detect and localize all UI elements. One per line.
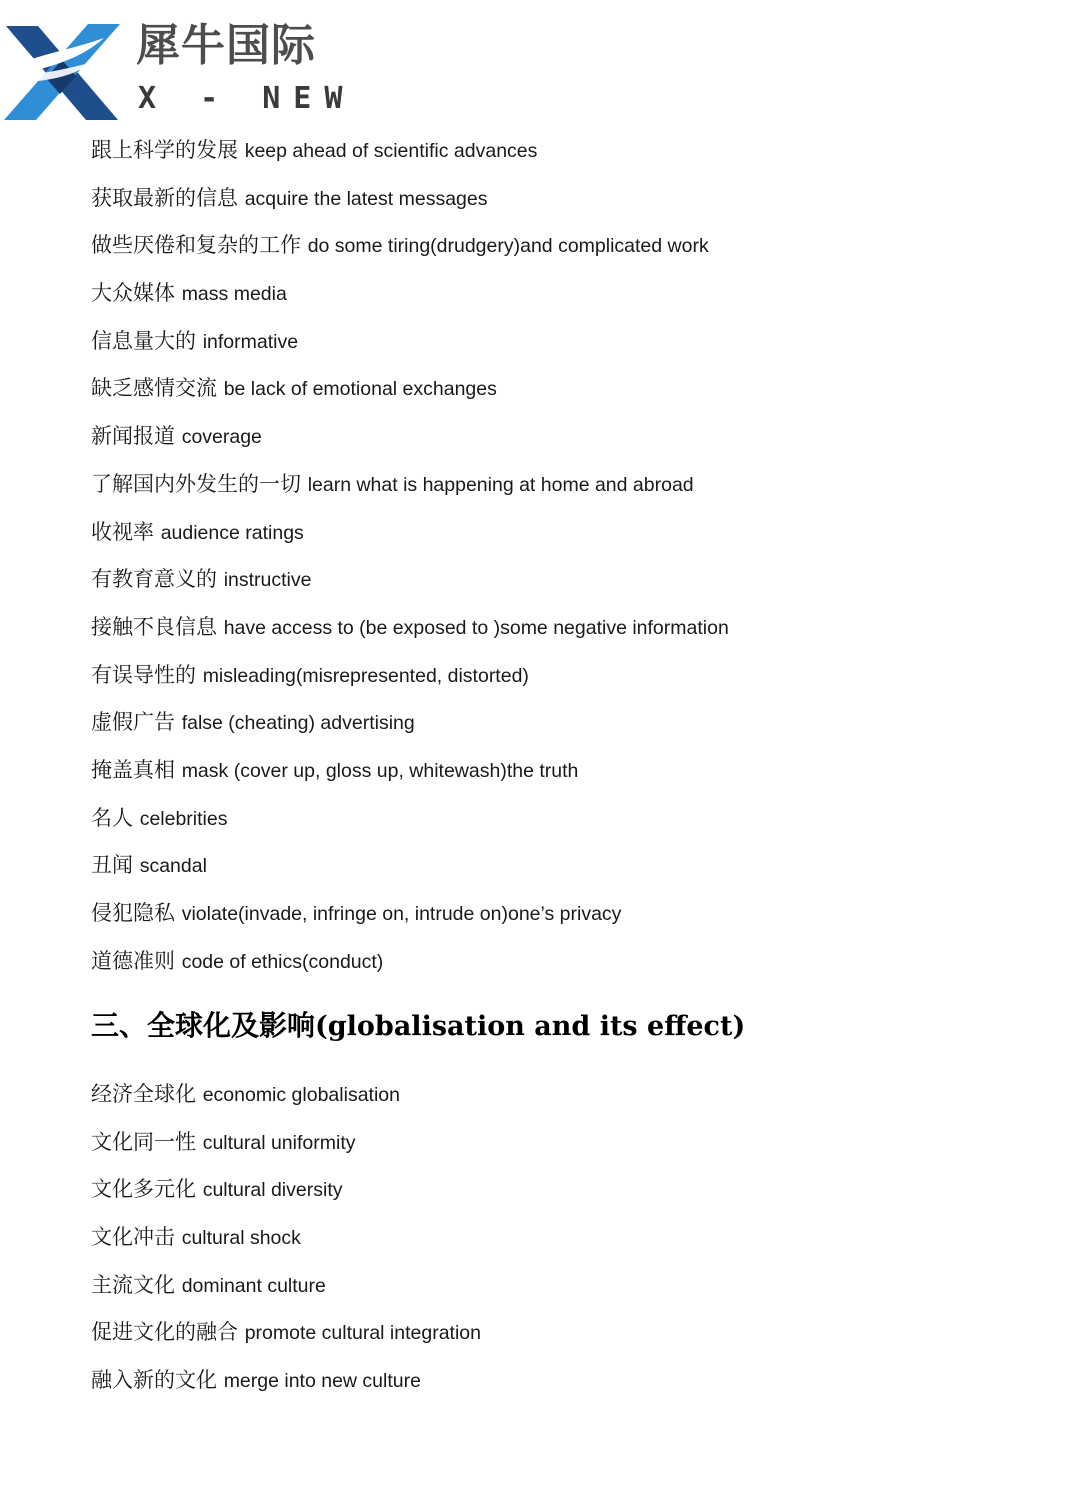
- vocab-cn: 有误导性的: [91, 662, 196, 687]
- vocab-item: [91, 1364, 481, 1412]
- vocab-item: [91, 802, 729, 850]
- vocab-cn: 新闻报道: [91, 424, 175, 449]
- vocab-cn: 信息量大的: [91, 328, 196, 353]
- vocab-cn: 缺乏感情交流: [91, 376, 217, 401]
- vocab-item: [91, 277, 729, 325]
- vocab-item: [91, 1078, 481, 1126]
- vocab-en: do some tiring(drudgery)and complicated work: [307, 235, 709, 258]
- vocab-cn: 文化冲击: [91, 1225, 175, 1250]
- vocab-item: [91, 420, 729, 468]
- vocab-cn: 虚假广告: [91, 710, 175, 735]
- vocab-en: acquire the latest messages: [244, 187, 488, 210]
- vocab-item: [91, 659, 729, 707]
- vocab-en: celebrities: [139, 807, 228, 830]
- vocab-en: keep ahead of scientific advances: [244, 140, 538, 162]
- vocab-item: [91, 897, 729, 945]
- vocab-item: [91, 1173, 481, 1221]
- vocab-en: cultural uniformity: [202, 1131, 356, 1154]
- vocab-en: coverage: [181, 426, 262, 449]
- vocab-en: audience ratings: [160, 521, 304, 544]
- vocab-cn: 有教育意义的: [91, 567, 217, 592]
- vocab-cn: 了解国内外发生的一切: [91, 471, 301, 496]
- section-heading-cn: 三、全球化及影响: [91, 1009, 316, 1042]
- vocab-en: dominant culture: [181, 1274, 326, 1297]
- vocab-en: instructive: [223, 569, 312, 592]
- vocab-item: [91, 1221, 481, 1269]
- vocab-cn: 跟上科学的发展: [91, 138, 238, 162]
- vocab-item: [91, 563, 729, 611]
- vocab-en: cultural diversity: [202, 1179, 343, 1202]
- vocab-en: cultural shock: [181, 1227, 301, 1250]
- vocab-item: [91, 706, 729, 754]
- vocab-en: misleading(misrepresented, distorted): [202, 664, 529, 687]
- vocab-item: [91, 611, 729, 659]
- vocab-item: [91, 849, 729, 897]
- vocab-en: mass media: [181, 283, 287, 306]
- vocab-list-globalisation: [91, 1078, 481, 1412]
- vocab-item: [91, 754, 729, 802]
- vocab-item: [91, 182, 729, 230]
- vocab-cn: 融入新的文化: [91, 1368, 217, 1393]
- vocab-cn: 收视率: [91, 519, 154, 544]
- section-heading-globalisation: [91, 1006, 745, 1047]
- section-heading-en: (globalisation and its effect): [315, 1011, 746, 1042]
- vocab-cn: 名人: [91, 805, 133, 830]
- vocab-en: merge into new culture: [223, 1370, 421, 1393]
- vocab-list-media: [91, 134, 729, 992]
- vocab-cn: 文化同一性: [91, 1129, 196, 1154]
- vocab-item: [91, 229, 729, 277]
- vocab-cn: 促进文化的融合: [91, 1320, 238, 1345]
- vocab-cn: 接触不良信息: [91, 614, 217, 639]
- vocab-en: learn what is happening at home and abroad: [307, 473, 694, 496]
- vocab-cn: 丑闻: [91, 853, 133, 878]
- vocab-item: [91, 516, 729, 564]
- x-new-rhino-logo-icon: [0, 20, 122, 126]
- vocab-item: [91, 468, 729, 516]
- vocab-item: [91, 1316, 481, 1364]
- vocab-item: [91, 1126, 481, 1174]
- vocab-cn: 掩盖真相: [91, 757, 175, 782]
- vocab-item: [91, 372, 729, 420]
- page-header: [0, 0, 400, 130]
- vocab-cn: 做些厌倦和复杂的工作: [91, 233, 301, 258]
- vocab-item: [91, 134, 729, 182]
- vocab-en: code of ethics(conduct): [181, 950, 384, 973]
- vocab-cn: 侵犯隐私: [91, 901, 175, 925]
- vocab-cn: 获取最新的信息: [91, 185, 238, 210]
- vocab-en: informative: [202, 330, 299, 353]
- vocab-cn: 道德准则: [91, 948, 175, 973]
- vocab-en: false (cheating) advertising: [181, 712, 415, 735]
- brand-name-english: X - NEW: [138, 81, 356, 116]
- vocab-cn: 主流文化: [91, 1272, 175, 1297]
- vocab-en: scandal: [139, 855, 207, 878]
- vocab-en: violate(invade, infringe on, intrude on)one’s privacy: [181, 903, 622, 925]
- vocab-item: [91, 945, 729, 993]
- vocab-cn: 大众媒体: [91, 281, 175, 306]
- vocab-cn: 文化多元化: [91, 1177, 196, 1202]
- vocab-cn: 经济全球化: [91, 1082, 196, 1106]
- vocab-en: mask (cover up, gloss up, whitewash)the truth: [181, 759, 579, 782]
- brand-name-chinese: 犀牛国际: [136, 20, 316, 71]
- vocab-en: have access to (be exposed to )some negative information: [223, 616, 729, 639]
- vocab-en: promote cultural integration: [244, 1322, 481, 1345]
- vocab-item: [91, 1269, 481, 1317]
- vocab-en: be lack of emotional exchanges: [223, 378, 497, 401]
- vocab-item: [91, 325, 729, 373]
- vocab-en: economic globalisation: [202, 1084, 400, 1106]
